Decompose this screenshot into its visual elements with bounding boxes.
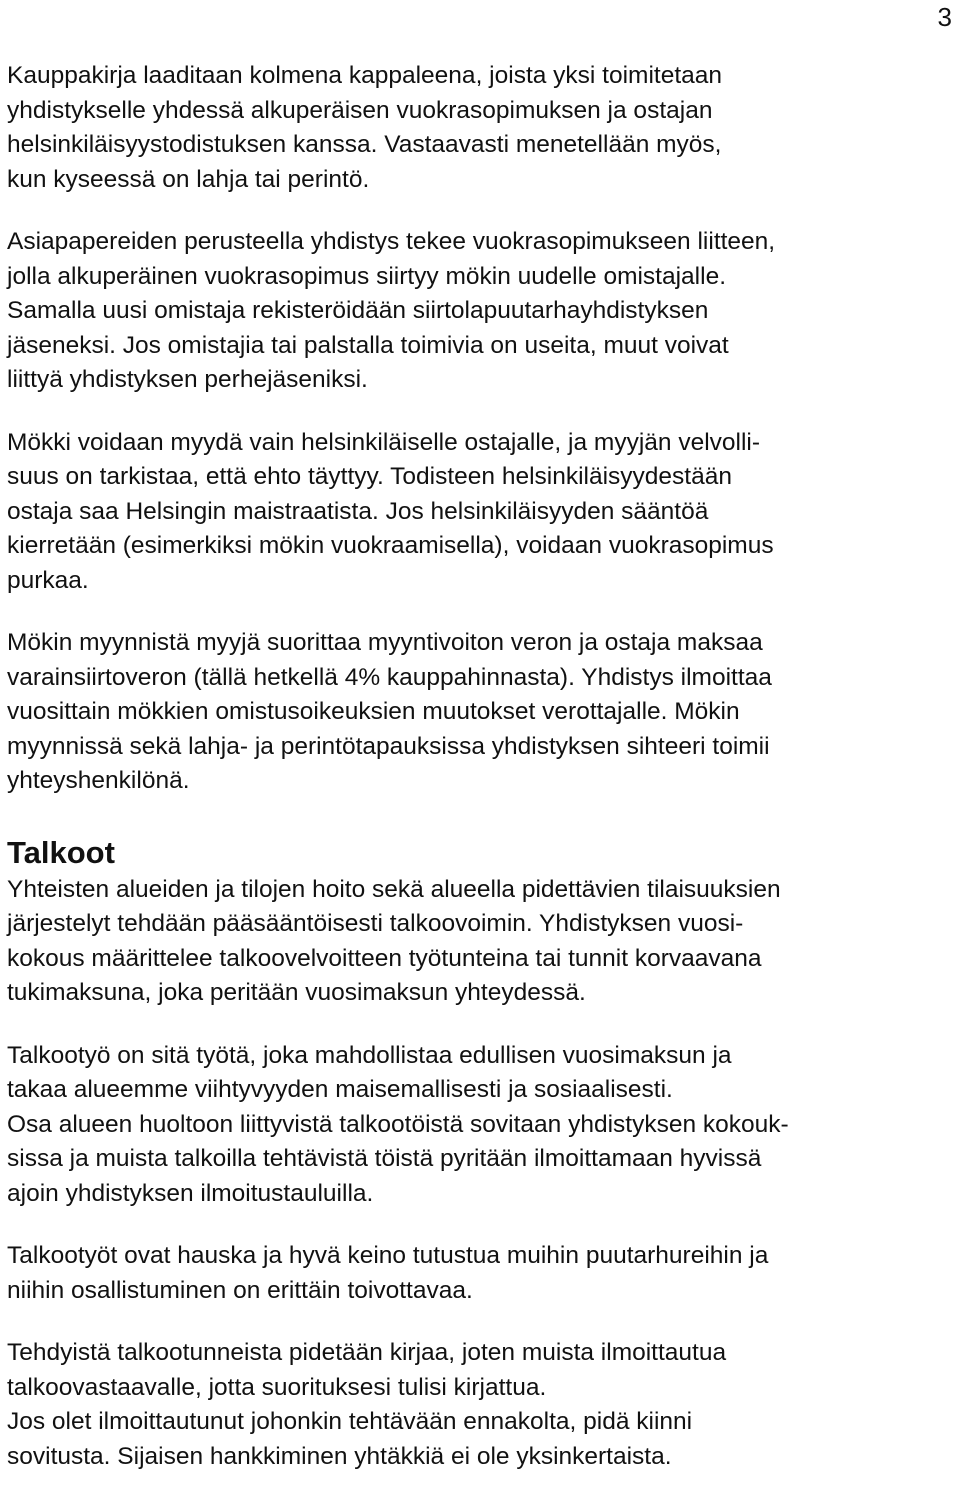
text-line: jäseneksi. Jos omistajia tai palstalla toimivia on useita, muut voivat [7,331,729,359]
text-line: Tehdyistä talkootunneista pidetään kirjaa, joten muista ilmoittautua [7,1339,727,1366]
text-line: Talkootyöt ovat hauska ja hyvä keino tutustua muihin puutarhureihin ja [7,1242,769,1269]
text-line: Asiapapereiden perusteella yhdistys tekee vuokrasopimukseen liitteen, [7,228,776,255]
text-line: takaa alueemme viihtyvyyden maisemallisesti ja sosiaalisesti. [7,1076,673,1103]
text-line: liittyä yhdistyksen perhejäseniksi. [7,366,368,393]
text-line: ajoin yhdistyksen ilmoitustauluilla. [7,1179,374,1207]
text-line: purkaa. [7,566,89,594]
text-line: Osa alueen huoltoon liittyvistä talkootöistä sovitaan yhdistyksen kokouk- [7,1110,789,1138]
text-line: yhteyshenkilönä. [7,767,190,794]
text-line: Mökki voidaan myydä vain helsinkiläiselle ostajalle, ja myyjän velvolli- [7,428,761,456]
text-line: kun kyseessä on lahja tai perintö. [7,165,370,193]
text-line: Samalla uusi omistaja rekisteröidään siirtolapuutarhayhdistyksen [7,297,709,324]
paragraph-talkoot-intro [7,873,952,1011]
text-line: sovitusta. Sijaisen hankkiminen yhtäkkiä ei ole yksinkertaista. [7,1442,672,1470]
text-line: ostaja saa Helsingin maistraatista. Jos helsinkiläisyyden sääntöä [7,497,709,525]
text-line: talkoovastaavalle, jotta suorituksesi tulisi kirjattua. [7,1373,547,1401]
text-line: tukimaksuna, joka peritään vuosimaksun yhteydessä. [7,979,586,1006]
text-line: Kauppakirja laaditaan kolmena kappaleena, joista yksi toimitetaan [7,62,723,89]
paragraph-talkoot-work [7,1039,952,1212]
text-line: suus on tarkistaa, että ehto täyttyy. Todisteen helsinkiläisyydestään [7,463,732,490]
text-line: myynnissä sekä lahja- ja perintötapauksissa yhdistyksen sihteeri toimii [7,732,770,760]
text-line: yhdistykselle yhdessä alkuperäisen vuokrasopimuksen ja ostajan [7,96,713,124]
text-line: jolla alkuperäinen vuokrasopimus siirtyy mökin uudelle omistajalle. [7,262,727,290]
paragraph-talkoot-fun [7,1239,952,1308]
text-line: niihin osallistuminen on erittäin toivottavaa. [7,1276,473,1304]
text-line: vuosittain mökkien omistusoikeuksien muutokset verottajalle. Mökin [7,698,740,725]
paragraph-sale-contract [7,59,952,197]
paragraph-helsinki-rule [7,426,952,599]
text-line: järjestelyt tehdään pääsääntöisesti talkoovoimin. Yhdistyksen vuosi- [7,910,744,937]
paragraph-talkoot-records [7,1336,952,1474]
text-line: Mökin myynnistä myyjä suorittaa myyntivoiton veron ja ostaja maksaa [7,629,763,656]
text-line: sissa ja muista talkoilla tehtävistä töistä pyritään ilmoittamaan hyvissä [7,1145,762,1172]
text-line: varainsiirtoveron (tällä hetkellä 4% kauppahinnasta). Yhdistys ilmoittaa [7,663,772,691]
text-line: Jos olet ilmoittautunut johonkin tehtävään ennakolta, pidä kiinni [7,1408,693,1435]
paragraph-taxes [7,626,952,799]
paragraph-lease-attachment [7,225,952,398]
text-line: kierretään (esimerkiksi mökin vuokraamisella), voidaan vuokrasopimus [7,532,774,559]
text-line: Yhteisten alueiden ja tilojen hoito sekä alueella pidettävien tilaisuuksien [7,875,781,903]
document-body [7,59,952,1474]
text-line: helsinkiläisyystodistuksen kanssa. Vastaavasti menetellään myös, [7,131,722,158]
text-line: kokous määrittelee talkoovelvoitteen työtunteina tai tunnit korvaavana [7,944,762,972]
section-heading-talkoot: Talkoot [7,834,115,870]
page-number: 3 [937,2,952,32]
text-line: Talkootyö on sitä työtä, joka mahdollistaa edullisen vuosimaksun ja [7,1041,732,1069]
